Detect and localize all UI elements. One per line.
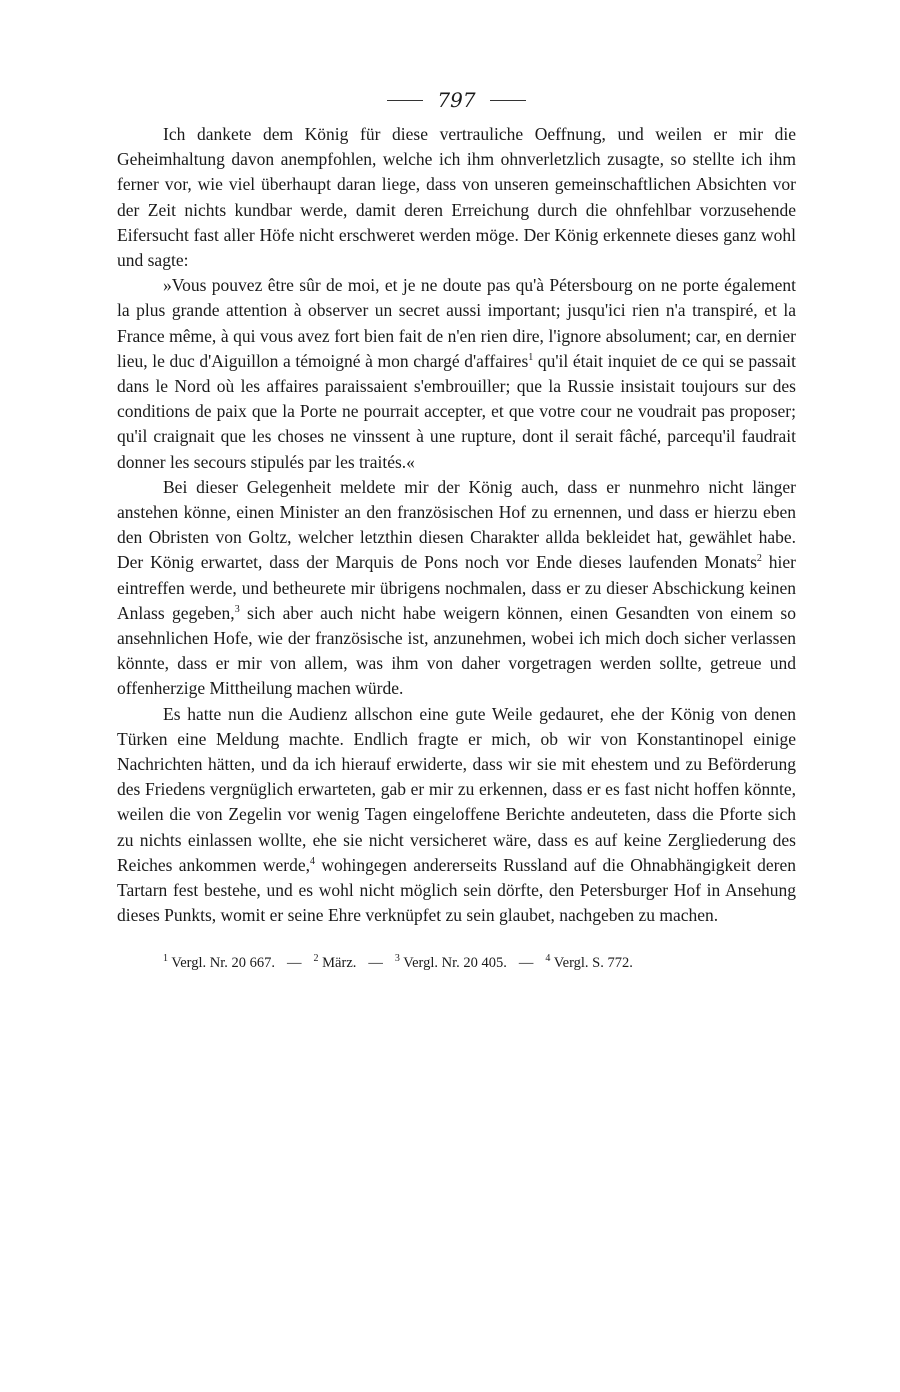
footnote-mark: 2 [313,952,319,964]
paragraph-4-part-a: Es hatte nun die Audienz allschon eine gute Weile gedauret, ehe der König von denen Türken eine Meldung machte. Endlich fragte er mich, ob wir von Konstantinopel einige Nachrichten hätten, und da ich hierauf erwiderte, dass wir sie mit ehestem und zu Beförderung des Friedens vergnüglich erwarteten, gab er mir zu erkennen, dass er es fast nicht hoffen könnte, weilen die von Zegelin vor wenig Tagen eingeloffene Berichte andeuteten, dass die Pforte sich zu nichts einlassen wollte, ehe sie nicht versicheret wäre, dass es auf keine Zergliederung des Reiches ankommen werde, [117,703,796,875]
footnote-1 [163,952,276,971]
paragraph-2-part-a: »Vous pouvez être sûr de moi, et je ne doute pas qu'à Pétersbourg on ne porte également la plus grande attention à observer un secret aussi important; jusqu'ici rien n'a transpiré, et la France même, à qui vous avez fort bien fait de n'en rien dire, l'ignore absolument; car, en dernier lieu, le duc d'Aiguillon a témoigné à mon chargé d'affaires [117,275,796,371]
paragraph-4 [117,702,796,929]
paragraph-1: Ich dankete dem König für diese vertrauliche Oeffnung, und weilen er mir die Geheimhaltung davon anempfohlen, welche ich ihm ohnverletzlich zusagte, so stellte ich ihm ferner vor, wie viel überhaupt daran liege, dass von unseren gemeinschaftlichen Absichten vor der Zeit nichts kundbar werde, damit deren Erreichung durch die ohnfehlbar vorzusehende Eifersucht fast aller Höfe nicht erschweret werden möge. Der König erkennete dieses ganz wohl und sagte: [117,124,796,271]
footnote-2 [313,952,357,971]
footnote-text: Vergl. Nr. 20 667. [171,954,276,971]
paragraph-3-part-a: Bei dieser Gelegenheit meldete mir der König auch, dass er nunmehro nicht länger anstehen könne, einen Minister an den französischen Hof zu ernennen, und dass er hierzu eben den Obristen von Goltz, welcher letzthin diesen Charakter allda bekleidet hat, gewählet habe. Der König erwartet, dass der Marquis de Pons noch vor Ende dieses laufenden Monats [117,476,796,573]
body-text [117,122,796,929]
header-rule-right [490,100,526,101]
page-number: 797 [437,88,476,112]
footnote-separator: — [518,954,534,971]
footnote-separator: — [287,954,302,971]
footnote-ref-3: 3 [234,604,240,616]
footnote-mark: 1 [163,952,168,964]
footnotes [117,951,796,975]
footnote-mark: 3 [394,952,400,964]
footnote-ref-4: 4 [310,856,316,868]
paragraph-2-part-b: qu'il était inquiet de ce qui se passait dans le Nord où les affaires paraissaient s'embrouiller; que la Russie insistait toujours sur des conditions de paix que la Porte ne pourrait accepter, et que votre cour ne voudrait pas proposer; qu'il craignait que les choses ne vinssent à une rupture, dont il serait fâché, parcequ'il faudrait donner les secours stipulés par les traités.« [117,350,796,472]
footnote-separator: — [368,954,383,971]
paragraph-3-part-b: hier eintreffen werde, und betheurete mir übrigens nochmalen, dass er zu dieser Abschickung keinen Anlass gegeben, [117,552,796,623]
paragraph-4-part-b: wohingegen andererseits Russland auf die Ohnabhängigkeit deren Tartarn fest bestehe, und es wohl nicht möglich sein dörfte, den Petersburger Hof in Ansehung dieses Punkts, womit er seine Ehre verknüpfet zu sein glaubet, nachgeben zu machen. [117,854,797,926]
header-rule-left [387,100,423,101]
paragraph-2-quote [117,273,796,475]
footnote-3 [394,952,507,971]
footnote-ref-1: 1 [528,352,534,363]
footnote-text: März. [322,954,357,971]
page-header [117,88,796,112]
footnote-4 [545,952,633,971]
footnote-mark: 4 [545,952,551,964]
footnote-text: Vergl. Nr. 20 405. [403,954,507,971]
paragraph-3 [117,475,796,702]
paragraph-3-part-c: sich aber auch nicht habe weigern können, einen Gesandten von einem so ansehnlichen Hofe, wie der französische ist, anzunehmen, wobei ich mich doch sicher verlassen könnte, dass er mir von allem, was ihm von daher vorgetragen werden sollte, getreue und offenherzige Mittheilung machen würde. [117,602,796,699]
footnote-text: Vergl. S. 772. [553,954,633,971]
footnote-ref-2: 2 [756,553,762,565]
